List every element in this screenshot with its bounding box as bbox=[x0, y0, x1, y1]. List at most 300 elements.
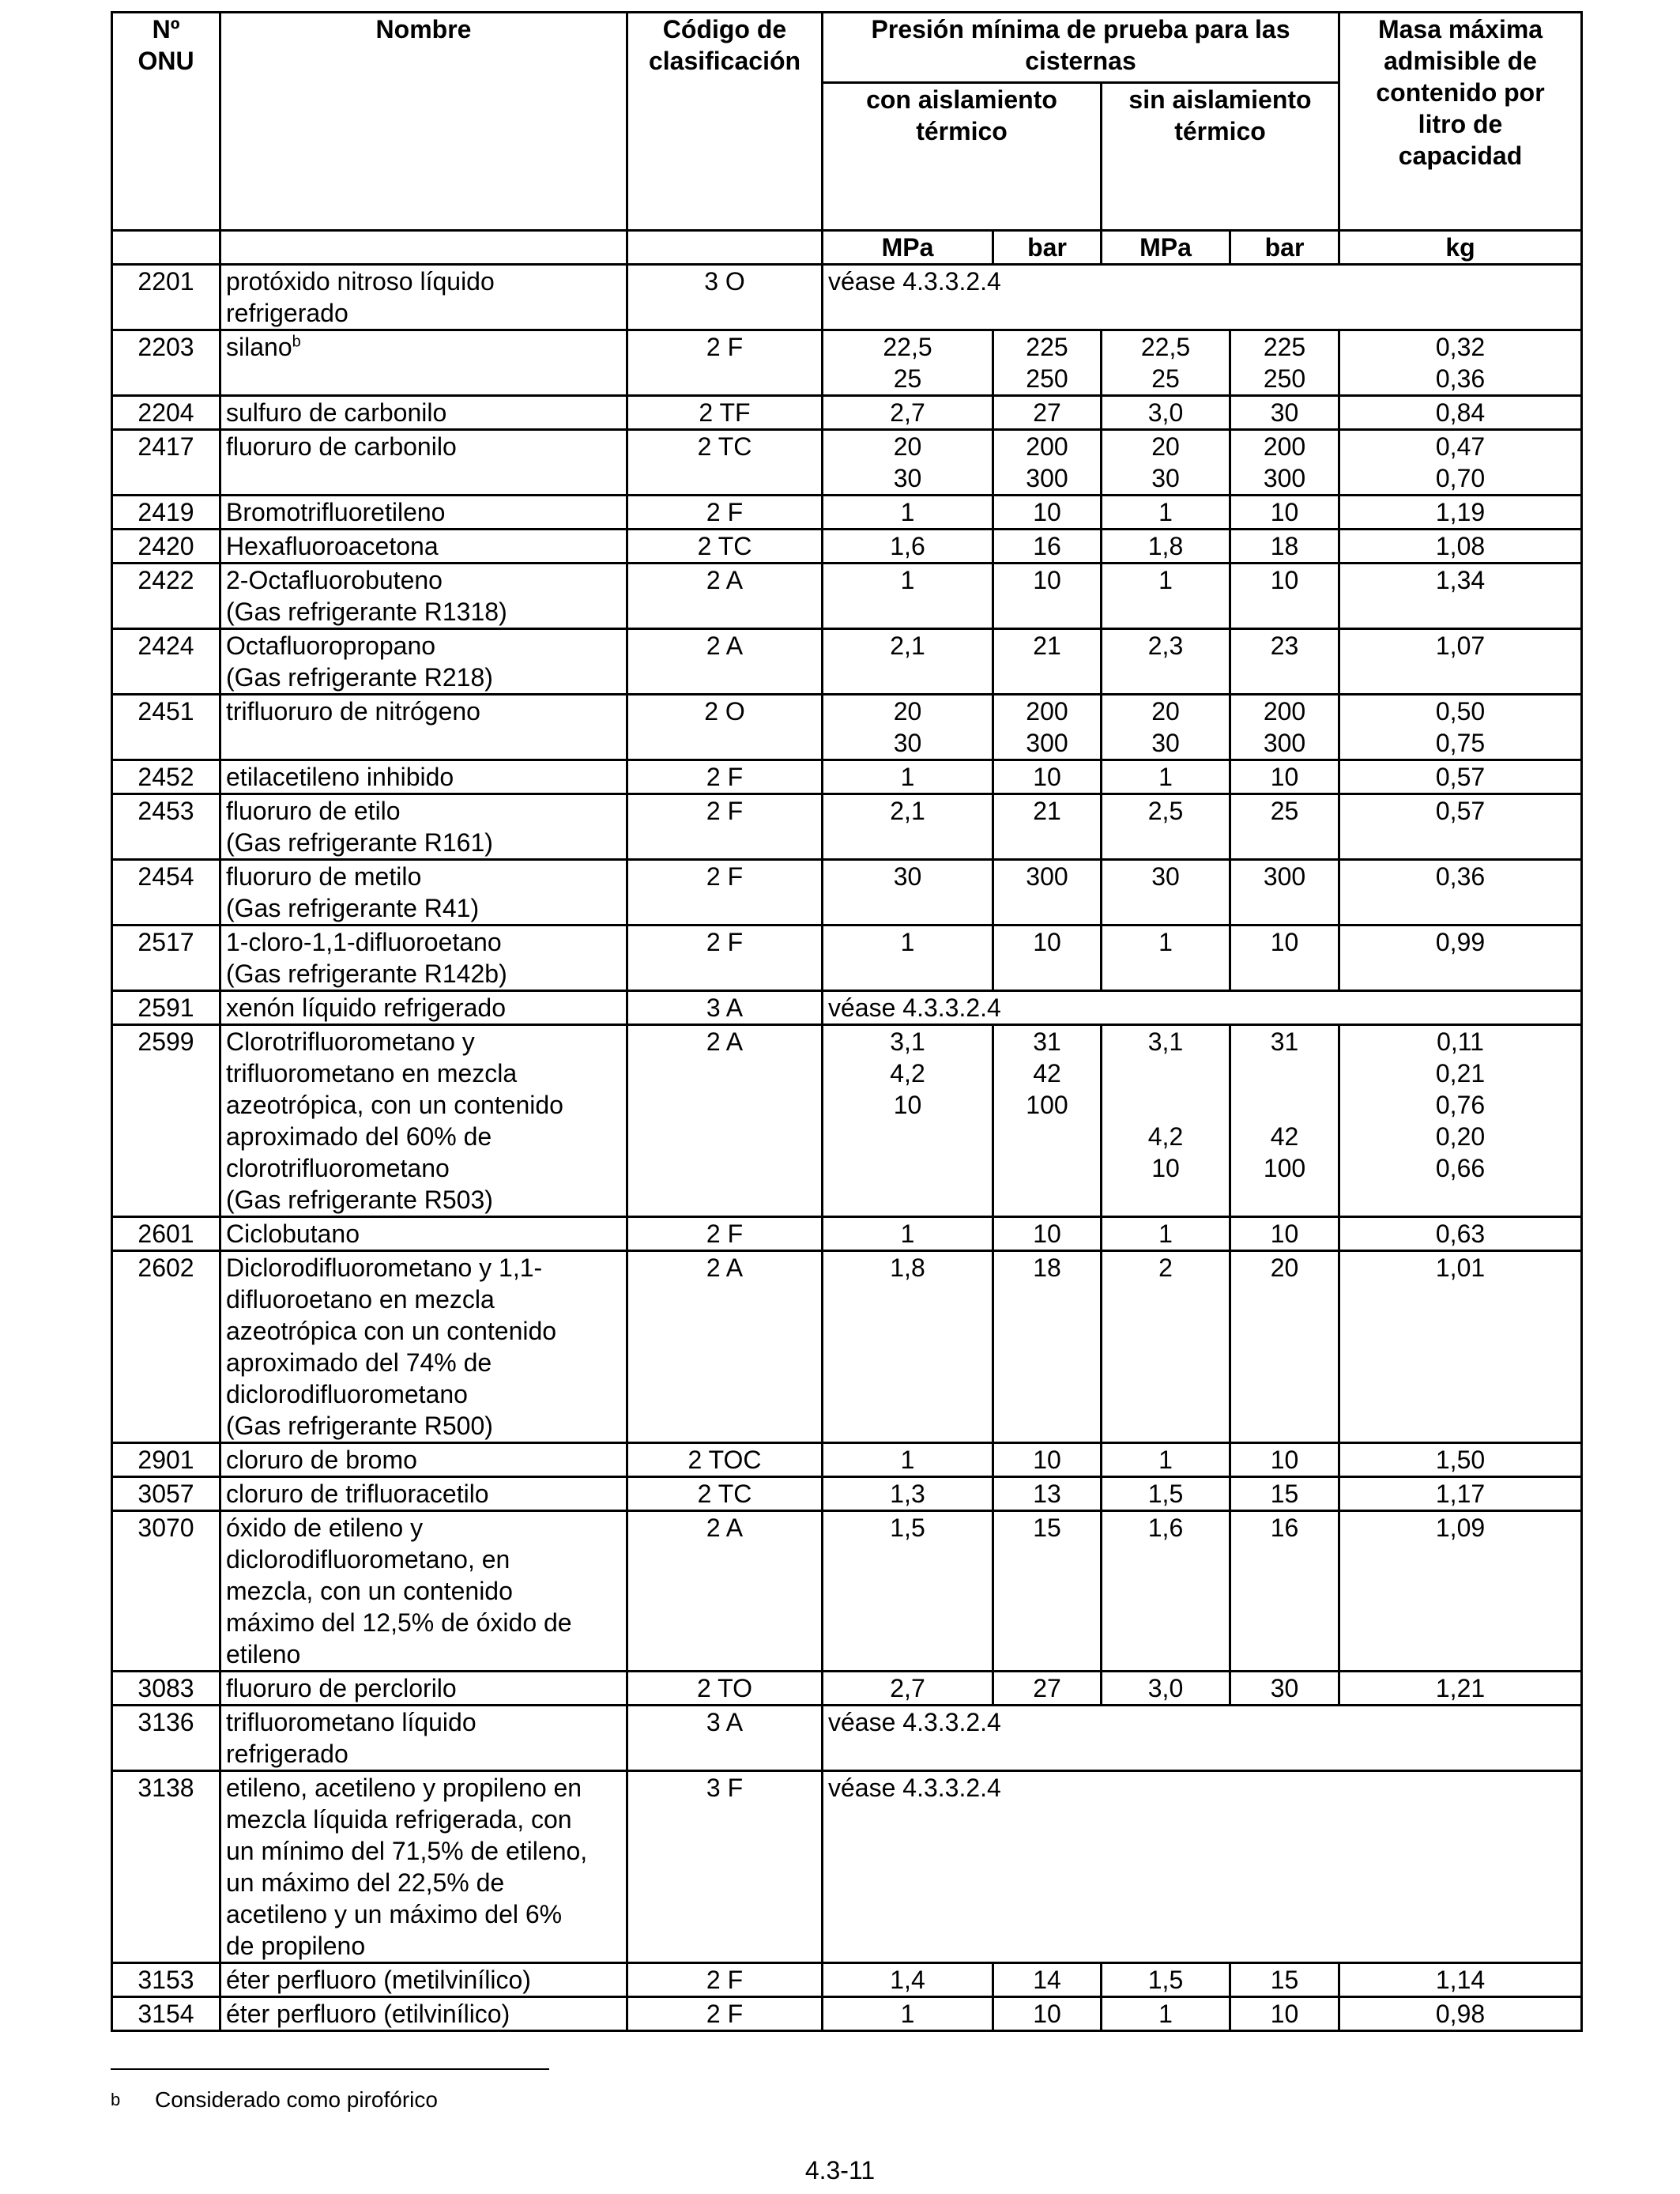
bar-without-insulation-cell bbox=[1230, 1511, 1339, 1672]
substance-name-cell bbox=[220, 794, 627, 860]
table-row bbox=[112, 396, 1582, 430]
cell-line: fluoruro de etilo bbox=[226, 797, 401, 825]
cell-line bbox=[1107, 1057, 1224, 1089]
un-number-cell: 2203 bbox=[112, 330, 220, 396]
cell-line: 1,6 bbox=[890, 532, 925, 560]
cell-line: 30 bbox=[1151, 862, 1180, 891]
cell-line: 1 bbox=[1158, 1220, 1173, 1248]
mpa-without-insulation-cell bbox=[1102, 1511, 1230, 1672]
cell-line: 1,14 bbox=[1435, 1966, 1486, 1994]
table-row bbox=[112, 1217, 1582, 1251]
cell-line: Hexafluoroacetona bbox=[226, 532, 439, 560]
cell-line: 20 bbox=[893, 697, 922, 726]
cell-line: clorotrifluorometano bbox=[226, 1154, 450, 1182]
cell-line: 10 bbox=[1270, 2000, 1299, 2028]
cell-line: 10 bbox=[1033, 2000, 1061, 2028]
bar-with-insulation-cell bbox=[993, 396, 1102, 430]
mpa-with-insulation-cell bbox=[823, 1217, 993, 1251]
substance-name-cell bbox=[220, 430, 627, 496]
cell-line: 0,75 bbox=[1435, 729, 1486, 757]
cell-line: xenón líquido refrigerado bbox=[226, 993, 507, 1022]
un-number-cell: 3083 bbox=[112, 1672, 220, 1706]
cell-line: mezcla, con un contenido bbox=[226, 1577, 513, 1605]
cell-line: 225 bbox=[1263, 333, 1306, 361]
bar-with-insulation-cell bbox=[993, 1511, 1102, 1672]
cell-line: Ciclobutano bbox=[226, 1220, 360, 1248]
cell-line: 4,2 bbox=[890, 1059, 925, 1088]
cell-line: cloruro de bromo bbox=[226, 1446, 417, 1474]
unit-bar-without: bar bbox=[1230, 231, 1339, 265]
header-units-empty-1 bbox=[112, 231, 220, 265]
classification-code-cell: 2 TC bbox=[627, 430, 823, 496]
substance-name-cell bbox=[220, 265, 627, 330]
bar-with-insulation-cell bbox=[993, 695, 1102, 760]
cell-line: 31 bbox=[1033, 1027, 1061, 1056]
classification-code-cell: 3 O bbox=[627, 265, 823, 330]
substance-name-cell bbox=[220, 925, 627, 991]
mpa-without-insulation-cell bbox=[1102, 564, 1230, 629]
cell-line: 1 bbox=[1158, 498, 1173, 526]
un-number-cell: 2451 bbox=[112, 695, 220, 760]
cell-line: un mínimo del 71,5% de etileno, bbox=[226, 1837, 588, 1865]
un-number-cell: 2517 bbox=[112, 925, 220, 991]
footnote-rule bbox=[111, 2068, 549, 2070]
substance-name-cell bbox=[220, 530, 627, 564]
cell-line: 1,5 bbox=[890, 1514, 925, 1542]
cell-line: 21 bbox=[1033, 797, 1061, 825]
substance-name-cell bbox=[220, 396, 627, 430]
cell-line: 1,34 bbox=[1435, 566, 1486, 594]
bar-without-insulation-cell bbox=[1230, 1443, 1339, 1477]
bar-with-insulation-cell bbox=[993, 1963, 1102, 1997]
cell-line bbox=[828, 1121, 987, 1152]
cell-line bbox=[828, 1152, 987, 1184]
cell-line: 16 bbox=[1270, 1514, 1299, 1542]
max-mass-cell bbox=[1339, 1511, 1582, 1672]
bar-with-insulation-cell bbox=[993, 1443, 1102, 1477]
un-number-cell: 3154 bbox=[112, 1997, 220, 2031]
cell-line: diclorodifluorometano bbox=[226, 1380, 468, 1408]
cell-line: difluoroetano en mezcla bbox=[226, 1285, 495, 1314]
cell-line: 2,3 bbox=[1147, 631, 1184, 660]
cell-line: 4,2 bbox=[1147, 1122, 1184, 1151]
cell-line: 1 bbox=[900, 928, 915, 956]
bar-without-insulation-cell bbox=[1230, 1217, 1339, 1251]
cell-line: 27 bbox=[1033, 1674, 1061, 1702]
cell-line: (Gas refrigerante R500) bbox=[226, 1412, 493, 1440]
cell-line: mezcla líquida refrigerada, con bbox=[226, 1805, 572, 1834]
cell-line: 18 bbox=[1270, 532, 1299, 560]
cell-line: éter perfluoro (metilvinílico) bbox=[226, 1966, 531, 1994]
header-min-test-pressure: Presión mínima de prueba para las cisternas bbox=[823, 13, 1339, 83]
mpa-with-insulation-cell bbox=[823, 530, 993, 564]
bar-without-insulation-cell bbox=[1230, 860, 1339, 925]
cell-line: 14 bbox=[1033, 1966, 1061, 1994]
cell-line: 1,50 bbox=[1435, 1446, 1486, 1474]
cell-line: 10 bbox=[1151, 1154, 1180, 1182]
table-row bbox=[112, 1251, 1582, 1443]
header-classification-code: Código de clasificación bbox=[627, 13, 823, 231]
cell-line: 1,8 bbox=[890, 1253, 925, 1282]
unit-mpa-without: MPa bbox=[1102, 231, 1230, 265]
substance-name-cell bbox=[220, 1997, 627, 2031]
mpa-without-insulation-cell bbox=[1102, 794, 1230, 860]
cell-line: éter perfluoro (etilvinílico) bbox=[226, 2000, 510, 2028]
table-row bbox=[112, 564, 1582, 629]
un-number-cell: 2591 bbox=[112, 991, 220, 1025]
max-mass-cell bbox=[1339, 760, 1582, 794]
cell-line: (Gas refrigerante R41) bbox=[226, 894, 480, 922]
see-reference-cell: véase 4.3.3.2.4 bbox=[823, 1706, 1582, 1771]
header-name: Nombre bbox=[220, 13, 627, 231]
table-row bbox=[112, 1997, 1582, 2031]
table-row bbox=[112, 496, 1582, 530]
table-row bbox=[112, 860, 1582, 925]
cell-line: (Gas refrigerante R1318) bbox=[226, 598, 507, 626]
bar-without-insulation-cell bbox=[1230, 430, 1339, 496]
un-number-cell: 2204 bbox=[112, 396, 220, 430]
cell-line: de propileno bbox=[226, 1932, 366, 1960]
substance-name-cell bbox=[220, 1511, 627, 1672]
bar-with-insulation-cell bbox=[993, 1672, 1102, 1706]
cell-line: 22,5 bbox=[1140, 333, 1191, 361]
bar-without-insulation-cell bbox=[1230, 1997, 1339, 2031]
cell-line: 0,84 bbox=[1435, 398, 1486, 427]
pressure-table bbox=[111, 11, 1583, 2032]
cell-line: 3,1 bbox=[1147, 1027, 1184, 1056]
bar-with-insulation-cell bbox=[993, 925, 1102, 991]
cell-line: 10 bbox=[1033, 498, 1061, 526]
classification-code-cell: 2 TO bbox=[627, 1672, 823, 1706]
cell-line: 1,17 bbox=[1435, 1480, 1486, 1508]
substance-name-cell bbox=[220, 1025, 627, 1217]
substance-name-cell bbox=[220, 1443, 627, 1477]
cell-line: 10 bbox=[1033, 763, 1061, 791]
header-units-empty-3 bbox=[627, 231, 823, 265]
cell-line: 1,01 bbox=[1435, 1253, 1486, 1282]
cell-line: 1,5 bbox=[1147, 1480, 1184, 1508]
cell-line: Clorotrifluorometano y bbox=[226, 1027, 475, 1056]
table-row bbox=[112, 1443, 1582, 1477]
cell-line: trifluorometano líquido bbox=[226, 1708, 477, 1736]
bar-with-insulation-cell bbox=[993, 530, 1102, 564]
cell-line: 1,3 bbox=[890, 1480, 925, 1508]
un-number-cell: 2901 bbox=[112, 1443, 220, 1477]
un-number-cell: 2453 bbox=[112, 794, 220, 860]
cell-line: 15 bbox=[1033, 1514, 1061, 1542]
mpa-with-insulation-cell bbox=[823, 695, 993, 760]
bar-without-insulation-cell bbox=[1230, 629, 1339, 695]
bar-with-insulation-cell bbox=[993, 330, 1102, 396]
max-mass-cell bbox=[1339, 860, 1582, 925]
classification-code-cell: 2 TOC bbox=[627, 1443, 823, 1477]
cell-line: 10 bbox=[1033, 1220, 1061, 1248]
mpa-without-insulation-cell bbox=[1102, 1477, 1230, 1511]
cell-line: 30 bbox=[893, 862, 922, 891]
cell-line: aproximado del 74% de bbox=[226, 1348, 492, 1377]
cell-line: cloruro de trifluoracetilo bbox=[226, 1480, 489, 1508]
mpa-without-insulation-cell bbox=[1102, 695, 1230, 760]
cell-line: 250 bbox=[1263, 364, 1306, 393]
classification-code-cell: 3 F bbox=[627, 1771, 823, 1963]
page-number: 4.3-11 bbox=[804, 2156, 876, 2185]
mpa-without-insulation-cell bbox=[1102, 925, 1230, 991]
mpa-with-insulation-cell bbox=[823, 1963, 993, 1997]
max-mass-cell bbox=[1339, 530, 1582, 564]
cell-line: 3,1 bbox=[890, 1027, 925, 1056]
table-row bbox=[112, 991, 1582, 1025]
substance-name-cell bbox=[220, 991, 627, 1025]
see-reference-cell: véase 4.3.3.2.4 bbox=[823, 991, 1582, 1025]
cell-line: 1 bbox=[1158, 566, 1173, 594]
mpa-without-insulation-cell bbox=[1102, 1025, 1230, 1217]
cell-line: 10 bbox=[1033, 566, 1061, 594]
cell-line: 10 bbox=[1270, 1446, 1299, 1474]
max-mass-cell bbox=[1339, 396, 1582, 430]
mpa-without-insulation-cell bbox=[1102, 396, 1230, 430]
max-mass-cell bbox=[1339, 1217, 1582, 1251]
unit-bar-with: bar bbox=[993, 231, 1102, 265]
cell-line: (Gas refrigerante R161) bbox=[226, 828, 493, 857]
cell-line: 100 bbox=[1026, 1091, 1068, 1119]
mpa-without-insulation-cell bbox=[1102, 430, 1230, 496]
table-row bbox=[112, 925, 1582, 991]
un-number-cell: 2452 bbox=[112, 760, 220, 794]
cell-line: 1,8 bbox=[1147, 532, 1184, 560]
cell-line: 200 bbox=[1026, 432, 1068, 461]
mpa-without-insulation-cell bbox=[1102, 1997, 1230, 2031]
cell-line: 300 bbox=[1263, 862, 1306, 891]
header-with-insulation: con aislamiento térmico bbox=[823, 83, 1102, 231]
un-number-cell: 2424 bbox=[112, 629, 220, 695]
cell-line: azeotrópica, con un contenido bbox=[226, 1091, 563, 1119]
bar-with-insulation-cell bbox=[993, 1477, 1102, 1511]
cell-line: 1 bbox=[900, 566, 915, 594]
unit-mpa-with: MPa bbox=[823, 231, 993, 265]
cell-line: 300 bbox=[1263, 729, 1306, 757]
cell-line: 225 bbox=[1026, 333, 1068, 361]
cell-line: 31 bbox=[1270, 1027, 1299, 1056]
cell-line: 1 bbox=[1158, 928, 1173, 956]
classification-code-cell: 2 F bbox=[627, 925, 823, 991]
max-mass-cell bbox=[1339, 1443, 1582, 1477]
cell-line: etileno bbox=[226, 1640, 301, 1668]
bar-with-insulation-cell bbox=[993, 1251, 1102, 1443]
cell-line: protóxido nitroso líquido bbox=[226, 267, 495, 296]
mpa-with-insulation-cell bbox=[823, 860, 993, 925]
cell-line: 0,47 bbox=[1435, 432, 1486, 461]
un-number-cell: 3136 bbox=[112, 1706, 220, 1771]
mpa-without-insulation-cell bbox=[1102, 1443, 1230, 1477]
mpa-with-insulation-cell bbox=[823, 430, 993, 496]
max-mass-cell bbox=[1339, 1672, 1582, 1706]
substance-name-cell bbox=[220, 1672, 627, 1706]
mpa-with-insulation-cell bbox=[823, 1997, 993, 2031]
cell-line: 30 bbox=[1270, 1674, 1299, 1702]
cell-line: 3,0 bbox=[1147, 398, 1184, 427]
cell-line: 0,21 bbox=[1435, 1059, 1486, 1088]
cell-line: 200 bbox=[1263, 697, 1306, 726]
cell-line: 0,50 bbox=[1435, 697, 1486, 726]
max-mass-cell bbox=[1339, 430, 1582, 496]
bar-with-insulation-cell bbox=[993, 760, 1102, 794]
cell-line: fluoruro de perclorilo bbox=[226, 1674, 457, 1702]
mpa-without-insulation-cell bbox=[1102, 760, 1230, 794]
header-without-insulation: sin aislamiento térmico bbox=[1102, 83, 1339, 231]
mpa-without-insulation-cell bbox=[1102, 330, 1230, 396]
cell-line: 1 bbox=[900, 498, 915, 526]
bar-without-insulation-cell bbox=[1230, 695, 1339, 760]
cell-line: 2-Octafluorobuteno bbox=[226, 566, 443, 594]
cell-line: 300 bbox=[1263, 464, 1306, 492]
bar-without-insulation-cell bbox=[1230, 1963, 1339, 1997]
cell-line: 1 bbox=[1158, 763, 1173, 791]
classification-code-cell: 2 TC bbox=[627, 530, 823, 564]
mpa-without-insulation-cell bbox=[1102, 1251, 1230, 1443]
cell-line: 30 bbox=[1270, 398, 1299, 427]
cell-line bbox=[1236, 1089, 1333, 1121]
substance-name-cell bbox=[220, 1217, 627, 1251]
bar-with-insulation-cell bbox=[993, 430, 1102, 496]
classification-code-cell: 2 A bbox=[627, 1511, 823, 1672]
cell-line: 1 bbox=[1158, 2000, 1173, 2028]
max-mass-cell bbox=[1339, 1025, 1582, 1217]
cell-line: 1 bbox=[900, 1446, 915, 1474]
cell-line: 0,57 bbox=[1435, 763, 1486, 791]
cell-line: aproximado del 60% de bbox=[226, 1122, 492, 1151]
un-number-cell: 3138 bbox=[112, 1771, 220, 1963]
mpa-with-insulation-cell bbox=[823, 1025, 993, 1217]
substance-name-cell bbox=[220, 1706, 627, 1771]
un-number-cell: 3070 bbox=[112, 1511, 220, 1672]
cell-line: 1 bbox=[900, 2000, 915, 2028]
table-row bbox=[112, 430, 1582, 496]
table-row bbox=[112, 1477, 1582, 1511]
table-row bbox=[112, 629, 1582, 695]
max-mass-cell bbox=[1339, 629, 1582, 695]
classification-code-cell: 2 F bbox=[627, 1997, 823, 2031]
classification-code-cell: 2 F bbox=[627, 496, 823, 530]
un-number-cell: 3057 bbox=[112, 1477, 220, 1511]
cell-line: 0,70 bbox=[1435, 464, 1486, 492]
cell-line: 2,7 bbox=[890, 1674, 925, 1702]
cell-line: 0,36 bbox=[1435, 862, 1486, 891]
cell-line: refrigerado bbox=[226, 1740, 348, 1768]
cell-line: 2,5 bbox=[1147, 797, 1184, 825]
header-un-number: Nº ONU bbox=[112, 13, 220, 231]
footnote-text: Considerado como pirofórico bbox=[155, 2087, 438, 2112]
cell-line: 20 bbox=[893, 432, 922, 461]
cell-line: 13 bbox=[1033, 1480, 1061, 1508]
substance-name-cell bbox=[220, 860, 627, 925]
cell-line: refrigerado bbox=[226, 299, 348, 327]
document-page bbox=[111, 11, 1580, 2032]
mpa-with-insulation-cell bbox=[823, 1672, 993, 1706]
cell-line: 0,11 bbox=[1437, 1027, 1484, 1056]
un-number-cell: 2417 bbox=[112, 430, 220, 496]
classification-code-cell: 2 A bbox=[627, 1251, 823, 1443]
cell-line: 0,32 bbox=[1435, 333, 1486, 361]
cell-line: azeotrópica con un contenido bbox=[226, 1317, 557, 1345]
bar-without-insulation-cell bbox=[1230, 794, 1339, 860]
table-row bbox=[112, 695, 1582, 760]
mpa-without-insulation-cell bbox=[1102, 530, 1230, 564]
table-row bbox=[112, 794, 1582, 860]
bar-with-insulation-cell bbox=[993, 564, 1102, 629]
max-mass-cell bbox=[1339, 925, 1582, 991]
cell-line: (Gas refrigerante R218) bbox=[226, 663, 493, 692]
substance-name-cell bbox=[220, 330, 627, 396]
table-row bbox=[112, 1672, 1582, 1706]
cell-line: 250 bbox=[1026, 364, 1068, 393]
cell-line: 1,21 bbox=[1435, 1674, 1486, 1702]
footnote bbox=[111, 2087, 438, 2113]
footnote-reference: b bbox=[292, 333, 301, 351]
cell-line: 15 bbox=[1270, 1480, 1299, 1508]
substance-name-cell bbox=[220, 564, 627, 629]
cell-line: 300 bbox=[1026, 729, 1068, 757]
see-reference-cell: véase 4.3.3.2.4 bbox=[823, 1771, 1582, 1963]
mpa-with-insulation-cell bbox=[823, 760, 993, 794]
cell-line: Octafluoropropano bbox=[226, 631, 436, 660]
max-mass-cell bbox=[1339, 695, 1582, 760]
classification-code-cell: 2 F bbox=[627, 330, 823, 396]
max-mass-cell bbox=[1339, 794, 1582, 860]
bar-without-insulation-cell bbox=[1230, 1477, 1339, 1511]
unit-kg: kg bbox=[1339, 231, 1582, 265]
cell-line: 1,07 bbox=[1435, 631, 1486, 660]
cell-line: 10 bbox=[1270, 928, 1299, 956]
cell-line bbox=[999, 1152, 1095, 1184]
bar-without-insulation-cell bbox=[1230, 1025, 1339, 1217]
cell-line: fluoruro de carbonilo bbox=[226, 432, 457, 461]
mpa-without-insulation-cell bbox=[1102, 1672, 1230, 1706]
substance-name-cell bbox=[220, 1771, 627, 1963]
cell-line: etilacetileno inhibido bbox=[226, 763, 454, 791]
table-row bbox=[112, 760, 1582, 794]
bar-without-insulation-cell bbox=[1230, 496, 1339, 530]
classification-code-cell: 2 A bbox=[627, 1025, 823, 1217]
cell-line: máximo del 12,5% de óxido de bbox=[226, 1608, 572, 1637]
cell-line: acetileno y un máximo del 6% bbox=[226, 1900, 563, 1928]
max-mass-cell bbox=[1339, 1963, 1582, 1997]
cell-line: Bromotrifluoretileno bbox=[226, 498, 446, 526]
classification-code-cell: 2 F bbox=[627, 1963, 823, 1997]
bar-without-insulation-cell bbox=[1230, 564, 1339, 629]
bar-with-insulation-cell bbox=[993, 1217, 1102, 1251]
table-row bbox=[112, 265, 1582, 330]
cell-line: 0,99 bbox=[1435, 928, 1486, 956]
cell-line: 10 bbox=[1033, 928, 1061, 956]
cell-line: 25 bbox=[893, 364, 922, 393]
cell-line bbox=[999, 1121, 1095, 1152]
classification-code-cell: 2 TC bbox=[627, 1477, 823, 1511]
mpa-with-insulation-cell bbox=[823, 330, 993, 396]
cell-line: 20 bbox=[1151, 432, 1180, 461]
cell-line: 10 bbox=[1270, 498, 1299, 526]
mpa-with-insulation-cell bbox=[823, 1251, 993, 1443]
mpa-without-insulation-cell bbox=[1102, 1963, 1230, 1997]
mpa-with-insulation-cell bbox=[823, 1443, 993, 1477]
cell-line: óxido de etileno y bbox=[226, 1514, 424, 1542]
cell-line: Diclorodifluorometano y 1,1- bbox=[226, 1253, 543, 1282]
mpa-with-insulation-cell bbox=[823, 396, 993, 430]
cell-line: etileno, acetileno y propileno en bbox=[226, 1774, 582, 1802]
substance-name-cell bbox=[220, 629, 627, 695]
classification-code-cell: 2 O bbox=[627, 695, 823, 760]
cell-line: 2,7 bbox=[890, 398, 925, 427]
mpa-without-insulation-cell bbox=[1102, 496, 1230, 530]
